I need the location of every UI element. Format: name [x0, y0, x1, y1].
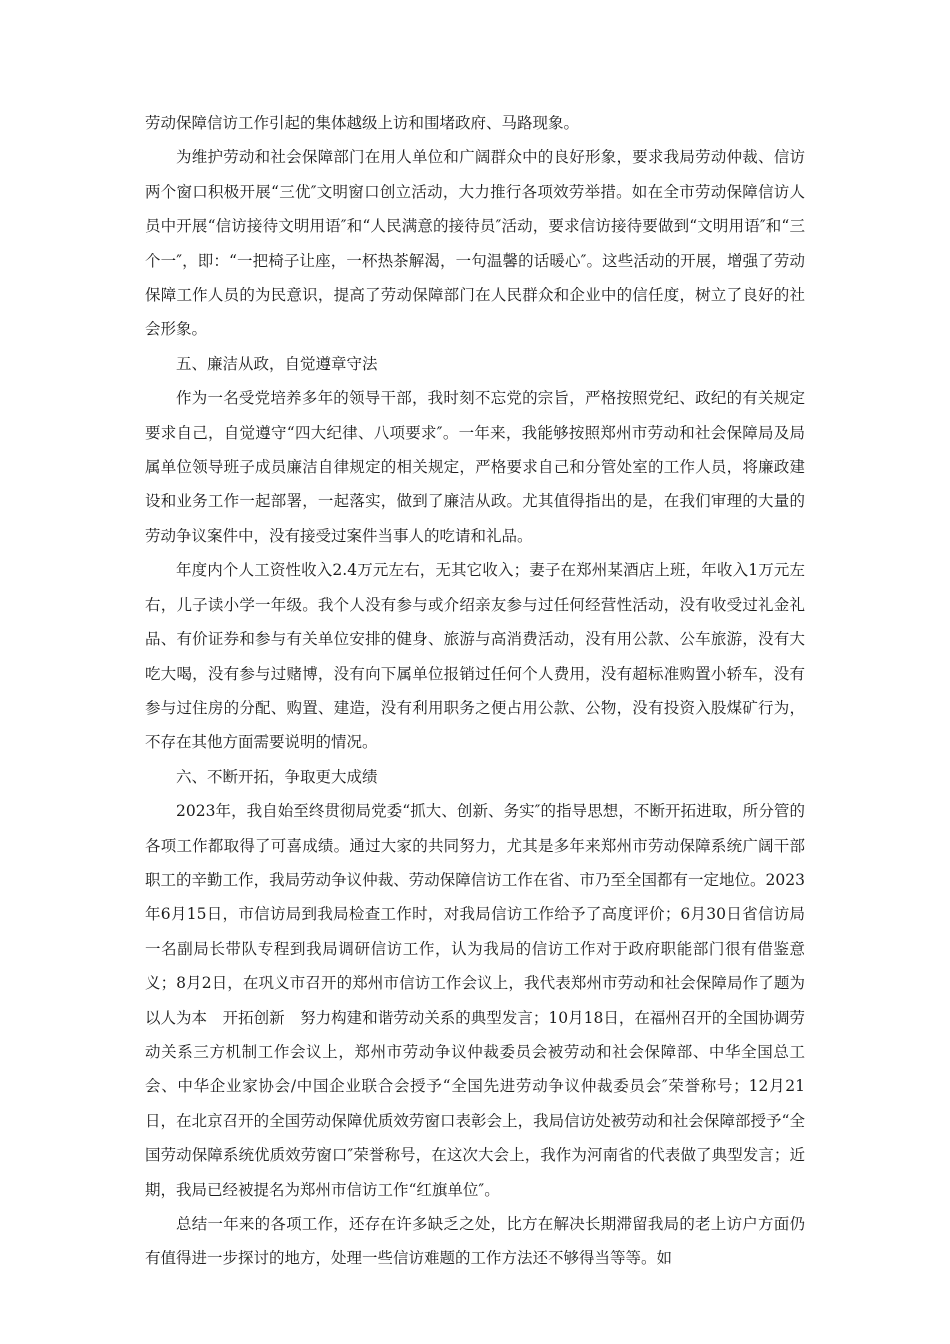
paragraph-achievements: 2023年，我自始至终贯彻局党委“抓大、创新、务实″的指导思想，不断开拓进取，所分管的各项工作都取得了可喜成绩。通过大家的共同努力，尤其是多年来郑州市劳动保障系统广阔干部职工的辛勤工作，我局劳动争议仲裁、劳动保障信访工作在省、市乃至全国都有一定地位。2023年6月15日，市信访局到我局检查工作时，对我局信访工作给予了高度评价；6月30日省信访局一名副局长带队专程到我局调研信访工作，认为我局的信访工作对于政府职能部门很有借鉴意义；8月2日，在巩义市召开的郑州市信访工作会议上，我代表郑州市劳动和社会保障局作了题为以人为本 开拓创新 努力构建和谐劳动关系的典型发言；10月18日，在福州召开的全国协调劳动关系三方机制工作会议上，郑州市劳动争议仲裁委员会被劳动和社会保障部、中华全国总工会、中华企业家协会/中国企业联合会授予“全国先进劳动争议仲裁委员会″荣誉称号；12月21日，在北京召开的全国劳动保障优质效劳窗口表彰会上，我局信访处被劳动和社会保障部授予“全国劳动保障系统优质效劳窗口″荣誉称号，在这次大会上，我作为河南省的代表做了典型发言；近期，我局已经被提名为郑州市信访工作“红旗单位″。 — [145, 802, 805, 1199]
paragraph-integrity: 作为一名受党培养多年的领导干部，我时刻不忘党的宗旨，严格按照党纪、政纪的有关规定要求自己，自觉遵守“四大纪律、八项要求″。一年来，我能够按照郑州市劳动和社会保障局及局属单位领导班子成员廉洁自律规定的相关规定，严格要求自己和分管处室的工作人员，将廉政建设和业务工作一起部署，一起落实，做到了廉洁从政。尤其值得指出的是，在我们审理的大量的劳动争议案件中，没有接受过案件当事人的吃请和礼品。 — [145, 389, 805, 545]
paragraph-income: 年度内个人工资性收入2.4万元左右，无其它收入；妻子在郑州某酒店上班，年收入1万元左右，儿子读小学一年级。我个人没有参与或介绍亲友参与过任何经营性活动，没有收受过礼金礼品、有价证券和参与有关单位安排的健身、旅游与高消费活动，没有用公款、公车旅游，没有大吃大喝，没有参与过赌博，没有向下属单位报销过任何个人费用，没有超标准购置小轿车，没有参与过住房的分配、购置、建造，没有利用职务之便占用公款、公物，没有投资入股煤矿行为，不存在其他方面需要说明的情况。 — [145, 561, 805, 752]
section-heading-five: 五、廉洁从政，自觉遵章守法 — [176, 354, 378, 373]
paragraph-continuation: 劳动保障信访工作引起的集体越级上访和围堵政府、马路现象。 — [145, 114, 580, 132]
paragraph-window-service: 为维护劳动和社会保障部门在用人单位和广阔群众中的良好形象，要求我局劳动仲裁、信访两个窗口积极开展“三优″文明窗口创立活动，大力推行各项效劳举措。如在全市劳动保障信访人员中开展“信访接待文明用语″和“人民满意的接待员″活动，要求信访接待要做到“文明用语″和“三个一″，即：“一把椅子让座，一杯热茶解渴，一句温馨的话暖心″。这些活动的开展，增强了劳动保障工作人员的为民意识，提高了劳动保障部门在人民群众和企业中的信任度，树立了良好的社会形象。 — [145, 148, 805, 339]
document-body — [145, 106, 805, 1276]
section-heading-six: 六、不断开拓，争取更大成绩 — [176, 767, 378, 786]
paragraph-summary: 总结一年来的各项工作，还存在许多缺乏之处，比方在解决长期滞留我局的老上访户方面仍有值得进一步探讨的地方，处理一些信访难题的工作方法还不够得当等等。如 — [145, 1215, 805, 1268]
